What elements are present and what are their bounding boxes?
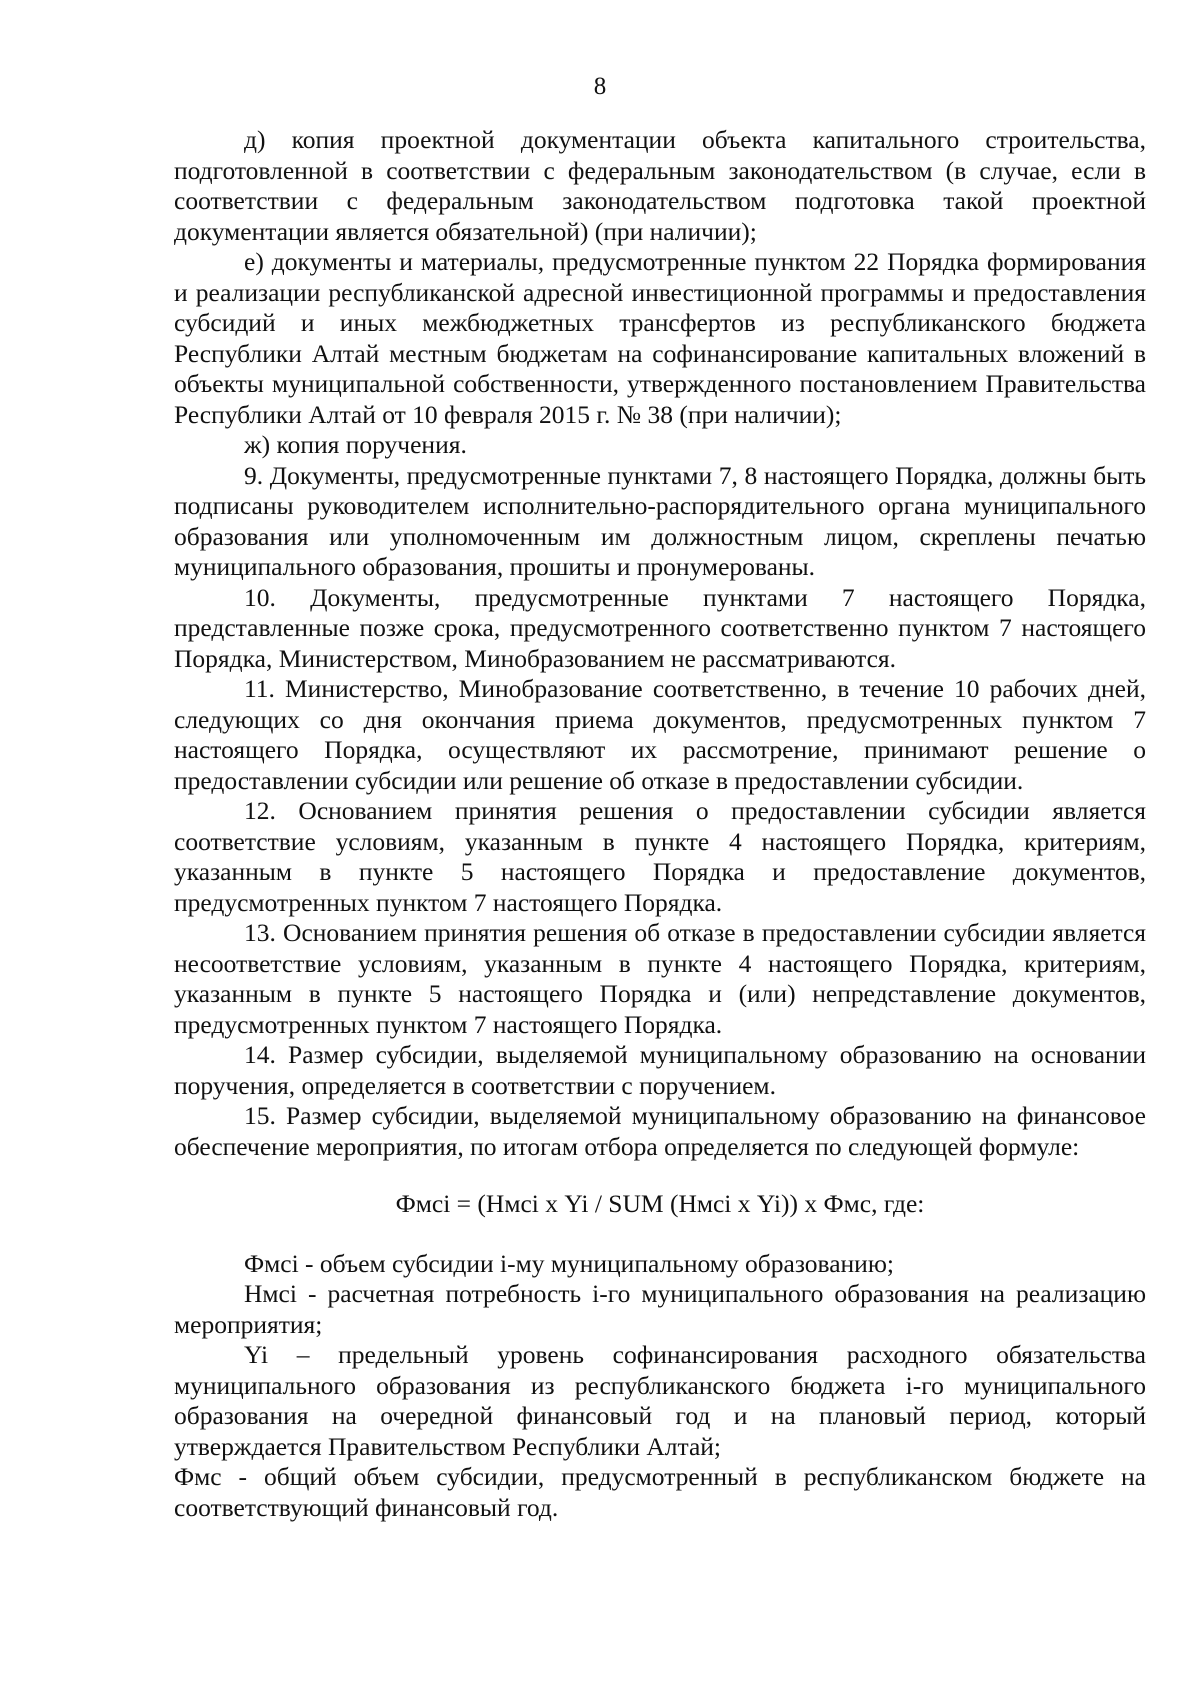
- paragraph-10: 10. Документы, предусмотренные пунктами 7 настоящего Порядка, представленные позже срока, предусмотренного соответственно пунктом 7 настоящего Порядка, Министерством, Минобразованием не рассматриваются.: [174, 582, 1146, 673]
- paragraph-15: 15. Размер субсидии, выделяемой муниципальному образованию на финансовое обеспечение мероприятия, по итогам отбора определяется по следующей формуле:: [174, 1101, 1146, 1161]
- definition-nmsi: Нмсi - расчетная потребность i-го муниципального образования на реализацию мероприятия;: [174, 1279, 1146, 1339]
- paragraph-13: 13. Основанием принятия решения об отказе в предоставлении субсидии является несоответствие условиям, указанным в пункте 4 настоящего Порядка, критериям, указанным в пункте 5 настоящего Порядка и (или) непредставление документов, предусмотренных пунктом 7 настоящего Порядка.: [174, 918, 1146, 1039]
- document-body: [174, 125, 1146, 1523]
- definition-fms: Фмс - общий объем субсидии, предусмотренный в республиканском бюджете на соответствующий финансовый год.: [174, 1462, 1146, 1522]
- paragraph-d: д) копия проектной документации объекта капитального строительства, подготовленной в соответствии с федеральным законодательством (в случае, если в соответствии с федеральным законодательством подготовка такой проектной документации является обязательной) (при наличии);: [174, 125, 1146, 246]
- paragraph-9: 9. Документы, предусмотренные пунктами 7, 8 настоящего Порядка, должны быть подписаны руководителем исполнительно-распорядительного органа муниципального образования или уполномоченным им должностным лицом, скреплены печатью муниципального образования, прошиты и пронумерованы.: [174, 460, 1146, 581]
- page-number: 8: [593, 73, 607, 100]
- definition-yi: Yi – предельный уровень софинансирования расходного обязательства муниципального образования из республиканского бюджета i-го муниципального образования на очередной финансовый год и на плановый период, который утверждается Правительством Республики Алтай;: [174, 1340, 1146, 1461]
- subsidy-formula: Фмсi = (Нмсi х Yi / SUM (Нмсi х Yi)) х Фмс, где:: [395, 1189, 925, 1218]
- paragraph-zh: ж) копия поручения.: [244, 430, 467, 459]
- paragraph-12: 12. Основанием принятия решения о предоставлении субсидии является соответствие условиям, указанным в пункте 4 настоящего Порядка, критериям, указанным в пункте 5 настоящего Порядка и предоставление документов, предусмотренных пунктом 7 настоящего Порядка.: [174, 796, 1146, 917]
- paragraph-14: 14. Размер субсидии, выделяемой муниципальному образованию на основании поручения, определяется в соответствии с поручением.: [174, 1040, 1146, 1100]
- definition-fmsi: Фмсi - объем субсидии i-му муниципальному образованию;: [244, 1248, 894, 1278]
- paragraph-11: 11. Министерство, Минобразование соответственно, в течение 10 рабочих дней, следующих со дня окончания приема документов, предусмотренных пунктом 7 настоящего Порядка, осуществляют их рассмотрение, принимают решение о предоставлении субсидии или решение об отказе в предоставлении субсидии.: [174, 674, 1146, 795]
- paragraph-e: е) документы и материалы, предусмотренные пунктом 22 Порядка формирования и реализации республиканской адресной инвестиционной программы и предоставления субсидий и иных межбюджетных трансфертов из республиканского бюджета Республики Алтай местным бюджетам на софинансирование капитальных вложений в объекты муниципальной собственности, утвержденного постановлением Правительства Республики Алтай от 10 февраля 2015 г. № 38 (при наличии);: [174, 247, 1146, 429]
